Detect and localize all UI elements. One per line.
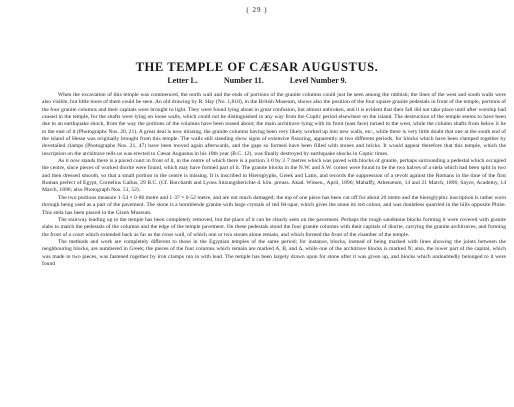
reference-line: [0, 76, 514, 85]
page-number: ( 29 ): [246, 6, 268, 14]
paragraph: The stairway leading up to the temple has been completely removed, but the place of it can be clearly seen on the pavement. Perhaps the rough sandstone blocks forming it were covered with granite slabs to match the pedestals of the columns and the edge of the temple pavement. On these pedestals stood the four granite columns with their capitals of diorite, carrying the granite architraves, and forming the front of a court which extended back as far as the cross wall, of which one or two stones alone remain, and which formed the front of the chamber of the temple.: [42, 216, 506, 238]
body-text: [42, 92, 506, 268]
paragraph: When the excavation of this temple was commenced, the north wall and the ends of portions of the granite columns could just be seen among the rubbish; the lines of the west and south walls were also visible, but little more of them could be seen. An old drawing by R. Hay (No. 1,810), in the British Museum, shows also the position of the four square granite pedestals in front of the temple, portions of the four granite columns and their capitals were brought to light. They were found lying about in great confusion, but almost unbroken, and it is evident that their fall did not take place until after worship had ceased in the temple, for the shafts were lying on loose walls, which could not be distinguished in any way from the Coptic period elsewhere on the island. The destruction of the temple seems to have been due to an earthquake shock, from the way the portions of the columns have been tossed about; the main architrave lying with its front (east face) turned to the west, while the column shafts from below it lie to the east of it (Photographs Nos. 20, 21). A great deal is now missing, the granite columns having been very likely worked up into new walls, etc., while there is very little doubt that one at the south end of the island of Hesse was originally brought from this temple. The walls still standing show signs of extensive fissuring, apparently at two different periods, for blocks which have been clamped together by dovetailed clamps (Photographs Nos. 21, 47) have been moved again afterwards, and the gaps so formed have been filled with stones and bricks. It would appear therefore that this temple, which the inscription on the architrave tells us was erected to Cæsar Augustus in his 18th year (B.C. 12), was finally destroyed by earthquake shocks in Coptic times.: [42, 92, 506, 157]
paragraph: The methods and work are completely different to those in the Egyptian temples of the same period; for instance, blocks, instead of being marked with lines showing the joints between the neighbouring blocks, are numbered in Greek; the pieces of the four columns which remain are marked A, B, and Δ, while one of the architrave blocks is marked Ν; also, the lower part of the capital, which was made in two pieces, was fastened together by iron clamps run in with lead. The temple has been largely drawn upon for stone after it was given up, and blocks which undoubtedly belonged to it were found: [42, 238, 506, 267]
number-label: Number 11.: [223, 76, 264, 85]
section-title: THE TEMPLE OF CÆSAR AUGUSTUS.: [135, 60, 379, 74]
level-label: Level Number 9.: [289, 76, 347, 85]
paragraph: The two portions measure 1·54 × 0·86 metre and 1·37 × 0·52 metre, and are not much damaged; the top of one piece has been cut off for about 20 metre and the hieroglyphic inscription is rather worn through being used as a part of the pavement. The stone is a hornblende granite with large crystals of red fel-spar, which gives the stone its red colour, and was doubtless quarried in the hills opposite Philæ. This stela has been placed in the Gizeh Museum.: [42, 194, 506, 216]
paragraph: As it now stands there is a paved court in front of it, in the centre of which there is a portion 3·0 by 2·7 metres which was paved with blocks of granite, perhaps surrounding a pedestal which occupied the centre, since pieces of worked diorite were found, which may have formed part of it. The granite blocks in the N.W. and S.W. corner were found to be the two halves of a stela which had been split in two and then dressed smooth, so that a small portion in the centre is missing. It is inscribed in Hieroglyphs, Greek and Latin, and records the suppression of a revolt against the Romans in the time of the first Roman prefect of Egypt, Cornelius Gallus, 29 B.C. (Cf. Borchardt and Lyons Sitzungsberichte d. kön. preuss. Akad. Wissen., April, 1896; Mahaffy, Athenæum, 14 and 21 March, 1896; Sayce, Academy, 14 March, 1896; also Photograph Nos. 51, 52).: [42, 158, 506, 194]
letter-label: Letter L.: [167, 76, 198, 85]
